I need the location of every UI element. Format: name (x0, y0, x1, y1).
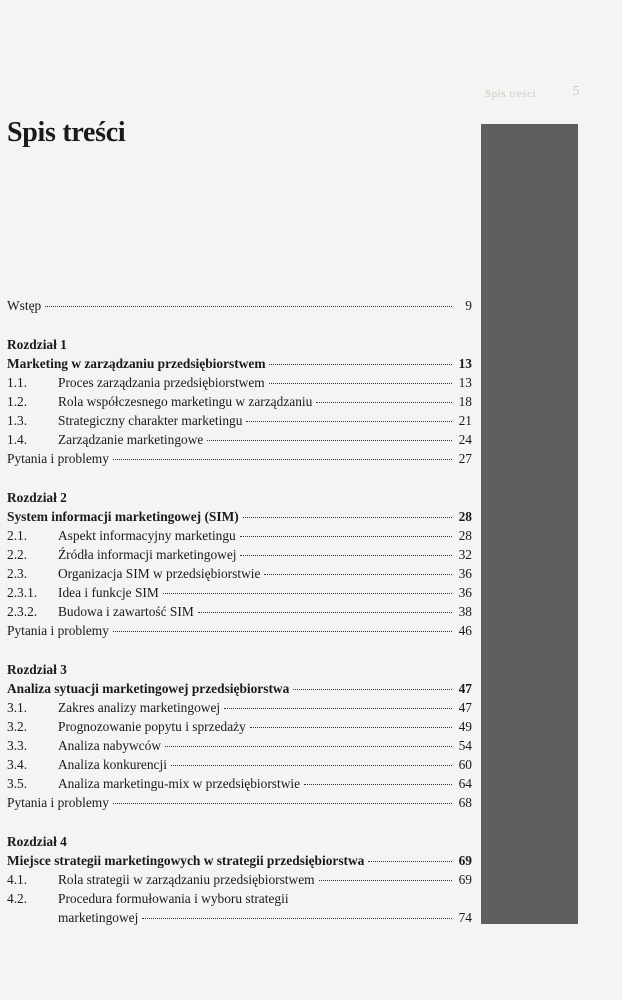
toc-entry[interactable] (7, 872, 472, 890)
toc-entry-number: 1.4. (7, 432, 28, 447)
toc-entry-page: 68 (458, 795, 472, 810)
toc-entry[interactable] (7, 566, 472, 584)
chapter-label: Rozdział 3 (7, 662, 67, 677)
toc-entry-number: 1.1. (7, 375, 28, 390)
toc-entry-title: Budowa i zawartość SIM (58, 604, 194, 619)
toc-entry-page: 36 (458, 585, 472, 600)
leader-dots (243, 517, 452, 518)
toc-entry[interactable] (7, 528, 472, 546)
toc-entry-title: Analiza konkurencji (58, 757, 167, 772)
toc-entry[interactable] (7, 547, 472, 565)
toc-chapter-title[interactable] (7, 853, 472, 871)
toc-entry-number: 3.1. (7, 700, 28, 715)
toc-entry-title: marketingowej (58, 910, 139, 925)
toc-entry-title: Procedura formułowania i wyboru strategii (58, 891, 289, 906)
chapter-label: Rozdział 2 (7, 490, 67, 505)
toc-entry-number: 2.3.1. (7, 585, 38, 600)
chapter-label: Rozdział 4 (7, 834, 67, 849)
chapter-label: Rozdział 1 (7, 337, 67, 352)
toc-entry-page: 47 (458, 700, 472, 715)
toc-entry-number: 1.3. (7, 413, 28, 428)
toc-entry-number: 1.2. (7, 394, 28, 409)
leader-dots (264, 574, 452, 575)
leader-dots (113, 459, 452, 460)
leader-dots (316, 402, 452, 403)
leader-dots (45, 306, 452, 307)
toc-entry-title: Strategiczny charakter marketingu (58, 413, 243, 428)
toc-entry-page: 60 (458, 757, 472, 772)
toc-entry-page: 38 (458, 604, 472, 619)
toc-entry-questions[interactable] (7, 451, 472, 469)
leader-dots (250, 727, 452, 728)
leader-dots (165, 746, 452, 747)
toc-entry-title: Rola współczesnego marketingu w zarządzaniu (58, 394, 313, 409)
toc-entry-title: System informacji marketingowej (SIM) (7, 509, 239, 524)
toc-entry-title: Marketing w zarządzaniu przedsiębiorstwem (7, 356, 266, 371)
leader-dots (163, 593, 452, 594)
toc-entry-title: Wstęp (7, 298, 42, 313)
toc-entry-page: 36 (458, 566, 472, 581)
toc-entry-questions[interactable] (7, 795, 472, 813)
running-head-title: Spis treści (485, 88, 537, 100)
toc-entry-page: 13 (458, 356, 472, 371)
toc-entry-title: Źródła informacji marketingowej (58, 547, 237, 562)
toc-entry[interactable] (7, 738, 472, 756)
toc-entry[interactable] (7, 432, 472, 450)
leader-dots (113, 631, 452, 632)
leader-dots (293, 689, 452, 690)
toc-entry-page: 9 (465, 298, 472, 313)
toc-entry-page: 69 (458, 853, 472, 868)
toc-entry[interactable] (7, 394, 472, 412)
toc-entry-number: 3.4. (7, 757, 28, 772)
toc-entry-number: 3.5. (7, 776, 28, 791)
leader-dots (171, 765, 452, 766)
toc-entry-title: Pytania i problemy (7, 451, 109, 466)
toc-entry-title: Pytania i problemy (7, 623, 109, 638)
toc-entry-number: 2.3.2. (7, 604, 38, 619)
toc-entry-page: 18 (458, 394, 472, 409)
running-head (485, 84, 580, 100)
toc-entry-page: 64 (458, 776, 472, 791)
toc-entry[interactable] (7, 375, 472, 393)
toc-entry-intro[interactable] (7, 298, 472, 316)
toc-entry[interactable] (7, 413, 472, 431)
leader-dots (240, 555, 452, 556)
toc-entry-page: 74 (458, 910, 472, 925)
toc-chapter-title[interactable] (7, 681, 472, 699)
toc-entry-page: 32 (458, 547, 472, 562)
toc-entry[interactable] (7, 604, 472, 622)
toc-entry[interactable] (7, 700, 472, 718)
chapter-thumb-tab (481, 124, 578, 924)
toc-entry-number: 2.1. (7, 528, 28, 543)
page-title: Spis treści (7, 117, 126, 148)
toc-entry-page: 28 (458, 528, 472, 543)
toc-entry-number: 2.3. (7, 566, 28, 581)
toc-entry-number: 3.3. (7, 738, 28, 753)
toc-entry-title: Pytania i problemy (7, 795, 109, 810)
toc-entry-page: 27 (458, 451, 472, 466)
toc-entry-page: 21 (458, 413, 472, 428)
leader-dots (207, 440, 452, 441)
leader-dots (113, 803, 452, 804)
toc-entry-page: 46 (458, 623, 472, 638)
toc-entry[interactable] (7, 891, 472, 909)
toc-entry-title: Analiza nabywców (58, 738, 161, 753)
toc-entry-page: 49 (458, 719, 472, 734)
leader-dots (246, 421, 452, 422)
toc-entry-number: 3.2. (7, 719, 28, 734)
toc-entry-title: Prognozowanie popytu i sprzedaży (58, 719, 246, 734)
leader-dots (240, 536, 452, 537)
toc-entry[interactable] (7, 585, 472, 603)
toc-entry[interactable] (7, 776, 472, 794)
leader-dots (224, 708, 452, 709)
toc-chapter-title[interactable] (7, 356, 472, 374)
toc-entry-number: 4.2. (7, 891, 28, 906)
toc-entry-title: Organizacja SIM w przedsiębiorstwie (58, 566, 261, 581)
toc-entry-questions[interactable] (7, 623, 472, 641)
toc-entry-title: Idea i funkcje SIM (58, 585, 159, 600)
leader-dots (368, 861, 452, 862)
leader-dots (198, 612, 452, 613)
toc-entry-title: Zarządzanie marketingowe (58, 432, 204, 447)
toc-entry-title: Analiza marketingu-mix w przedsiębiorstwie (58, 776, 301, 791)
toc-entry-page: 54 (458, 738, 472, 753)
toc-entry-page: 69 (458, 872, 472, 887)
toc-entry-title: Analiza sytuacji marketingowej przedsiębiorstwa (7, 681, 290, 696)
toc-entry-title: Aspekt informacyjny marketingu (58, 528, 236, 543)
toc-entry-title: Zakres analizy marketingowej (58, 700, 221, 715)
leader-dots (269, 383, 452, 384)
toc-entry-continuation[interactable] (7, 910, 472, 928)
toc-chapter-title[interactable] (7, 509, 472, 527)
toc-entry-page: 47 (458, 681, 472, 696)
toc-entry-page: 13 (458, 375, 472, 390)
leader-dots (269, 364, 452, 365)
toc-entry[interactable] (7, 719, 472, 737)
leader-dots (304, 784, 452, 785)
toc-entry-title: Proces zarządzania przedsiębiorstwem (58, 375, 265, 390)
toc-entry-number: 4.1. (7, 872, 28, 887)
toc-entry-page: 28 (458, 509, 472, 524)
toc-entry-title: Rola strategii w zarządzaniu przedsiębiorstwem (58, 872, 315, 887)
running-head-page-number: 5 (572, 84, 580, 99)
leader-dots (142, 918, 452, 919)
toc-entry-title: Miejsce strategii marketingowych w strategii przedsiębiorstwa (7, 853, 365, 868)
leader-dots (319, 880, 452, 881)
toc-entry-number: 2.2. (7, 547, 28, 562)
toc-entry[interactable] (7, 757, 472, 775)
toc-entry-page: 24 (458, 432, 472, 447)
